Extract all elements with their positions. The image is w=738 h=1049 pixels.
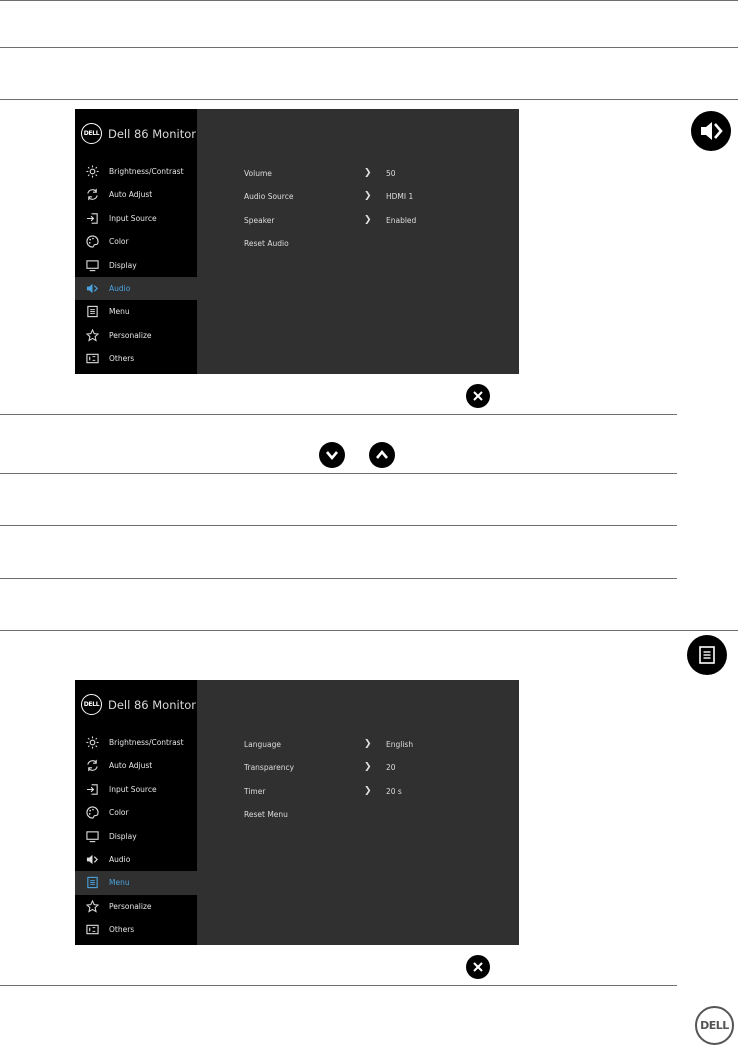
menu-item-input-source[interactable] bbox=[75, 778, 197, 801]
menu-item-brightness-contrast[interactable] bbox=[75, 731, 197, 754]
close-button[interactable] bbox=[466, 384, 490, 408]
row-label: Reset Audio bbox=[244, 238, 289, 248]
brightness-icon bbox=[86, 165, 99, 178]
menu-item-brightness-contrast[interactable] bbox=[75, 160, 197, 183]
menu-item-personalize[interactable] bbox=[75, 895, 197, 918]
submenu-row-transparency[interactable] bbox=[244, 756, 514, 779]
chevron-right-icon: ❯ bbox=[364, 785, 372, 796]
row-label: Volume bbox=[244, 169, 272, 178]
osd-title: Dell 86 Monitor bbox=[108, 126, 196, 141]
chevron-down-icon bbox=[325, 448, 339, 462]
osd-menu-list bbox=[75, 160, 197, 371]
osd-sidebar bbox=[75, 109, 197, 374]
input-source-icon bbox=[86, 212, 99, 225]
menu-document-icon bbox=[687, 635, 727, 675]
menu-item-label: Auto Adjust bbox=[109, 761, 153, 771]
menu-item-display[interactable] bbox=[75, 825, 197, 848]
chevron-up-icon bbox=[375, 448, 389, 462]
auto-adjust-icon bbox=[86, 188, 99, 201]
menu-item-others[interactable] bbox=[75, 918, 197, 941]
submenu-row-reset-audio[interactable] bbox=[244, 232, 514, 255]
divider bbox=[0, 99, 738, 100]
row-value: 20 bbox=[386, 763, 396, 773]
menu-item-color[interactable] bbox=[75, 230, 197, 253]
menu-item-label: Input Source bbox=[109, 213, 157, 223]
down-button[interactable] bbox=[319, 442, 345, 468]
menu-item-personalize[interactable] bbox=[75, 324, 197, 347]
menu-item-input-source[interactable] bbox=[75, 207, 197, 230]
osd-sidebar bbox=[75, 680, 197, 945]
dell-logo: DELL bbox=[81, 123, 102, 144]
menu-item-label: Others bbox=[109, 925, 135, 935]
menu-item-auto-adjust[interactable] bbox=[75, 183, 197, 206]
row-label: Language bbox=[244, 740, 282, 749]
auto-adjust-icon bbox=[86, 759, 99, 772]
divider bbox=[0, 414, 677, 415]
menu-item-label: Brightness/Contrast bbox=[109, 167, 184, 176]
menu-item-label: Menu bbox=[109, 307, 130, 317]
osd-submenu bbox=[244, 162, 514, 255]
input-source-icon bbox=[86, 783, 99, 796]
menu-item-label: Personalize bbox=[109, 901, 152, 911]
row-value: English bbox=[386, 740, 414, 749]
osd-title: Dell 86 Monitor bbox=[108, 697, 196, 712]
submenu-row-reset-menu[interactable] bbox=[244, 803, 514, 826]
menu-item-label: Audio bbox=[109, 854, 131, 864]
menu-icon bbox=[86, 305, 99, 318]
menu-item-audio[interactable] bbox=[75, 277, 197, 300]
menu-item-label: Display bbox=[109, 260, 137, 270]
divider bbox=[0, 630, 738, 631]
divider bbox=[0, 47, 738, 48]
star-icon bbox=[86, 900, 99, 913]
chevron-right-icon: ❯ bbox=[364, 168, 372, 178]
menu-item-color[interactable] bbox=[75, 801, 197, 824]
menu-item-label: Menu bbox=[109, 878, 130, 888]
menu-item-label: Personalize bbox=[109, 330, 152, 340]
chevron-right-icon: ❯ bbox=[364, 214, 372, 225]
osd-menu-list bbox=[75, 731, 197, 942]
chevron-right-icon: ❯ bbox=[364, 191, 372, 202]
osd-submenu bbox=[244, 733, 514, 826]
divider bbox=[0, 525, 677, 526]
menu-item-others[interactable] bbox=[75, 347, 197, 370]
menu-item-audio[interactable] bbox=[75, 848, 197, 871]
row-label: Speaker bbox=[244, 215, 275, 225]
osd-header bbox=[81, 123, 196, 144]
others-icon bbox=[86, 352, 99, 365]
divider bbox=[0, 985, 677, 986]
submenu-row-audio-source[interactable] bbox=[244, 185, 514, 208]
row-value: 20 s bbox=[386, 786, 402, 796]
divider bbox=[0, 0, 738, 1]
color-palette-icon bbox=[86, 806, 99, 819]
others-icon bbox=[86, 923, 99, 936]
menu-item-label: Color bbox=[109, 808, 129, 818]
chevron-right-icon: ❯ bbox=[364, 739, 372, 749]
osd-header bbox=[81, 694, 196, 715]
osd-audio-window bbox=[75, 109, 519, 374]
menu-item-menu[interactable] bbox=[75, 300, 197, 323]
divider bbox=[0, 578, 677, 579]
row-value: Enabled bbox=[386, 215, 417, 225]
menu-item-menu[interactable] bbox=[75, 871, 197, 894]
audio-speaker-icon bbox=[691, 111, 731, 151]
row-label: Transparency bbox=[244, 763, 295, 773]
menu-item-label: Audio bbox=[109, 283, 131, 293]
submenu-row-volume[interactable] bbox=[244, 162, 514, 185]
color-palette-icon bbox=[86, 235, 99, 248]
row-label: Timer bbox=[244, 786, 266, 796]
menu-item-label: Brightness/Contrast bbox=[109, 738, 184, 747]
menu-item-display[interactable] bbox=[75, 254, 197, 277]
menu-item-label: Display bbox=[109, 831, 137, 841]
submenu-row-speaker[interactable] bbox=[244, 209, 514, 232]
display-icon bbox=[86, 830, 99, 843]
menu-item-label: Auto Adjust bbox=[109, 190, 153, 200]
dell-logo: DELL bbox=[81, 694, 102, 715]
speaker-icon bbox=[86, 282, 99, 295]
close-button[interactable] bbox=[466, 955, 490, 979]
chevron-right-icon: ❯ bbox=[364, 762, 372, 773]
row-label: Reset Menu bbox=[244, 809, 288, 819]
submenu-row-timer[interactable] bbox=[244, 780, 514, 803]
brightness-icon bbox=[86, 736, 99, 749]
submenu-row-language[interactable] bbox=[244, 733, 514, 756]
dell-footer-logo: DELL bbox=[695, 1006, 734, 1045]
speaker-icon bbox=[86, 853, 99, 866]
menu-item-label: Input Source bbox=[109, 784, 157, 794]
display-icon bbox=[86, 259, 99, 272]
close-icon bbox=[472, 961, 484, 973]
row-label: Audio Source bbox=[244, 192, 294, 202]
star-icon bbox=[86, 329, 99, 342]
row-value: 50 bbox=[386, 169, 396, 178]
row-value: HDMI 1 bbox=[386, 192, 414, 202]
up-button[interactable] bbox=[369, 442, 395, 468]
osd-menu-window bbox=[75, 680, 519, 945]
divider bbox=[0, 473, 677, 474]
menu-item-label: Others bbox=[109, 354, 135, 364]
menu-item-label: Color bbox=[109, 237, 129, 247]
close-icon bbox=[472, 390, 484, 402]
menu-icon bbox=[86, 876, 99, 889]
menu-item-auto-adjust[interactable] bbox=[75, 754, 197, 777]
